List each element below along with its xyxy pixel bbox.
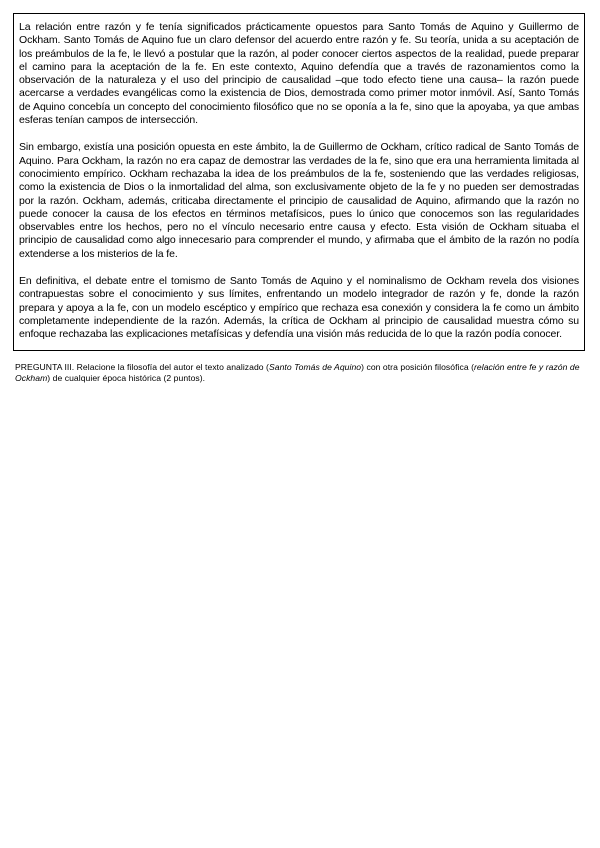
answer-box xyxy=(13,13,585,351)
answer-paragraph-3: En definitiva, el debate entre el tomismo de Santo Tomás de Aquino y el nominalismo de Ockham revela dos visiones contrapuestas sobre el conocimiento y sus límites, enfrentando un modelo integrador de razón y fe, donde la razón prepara y apoya a la fe, con un modelo escéptico y empírico que rechaza esa conexión y considera la fe como un ámbito completamente independiente de la razón. Además, la crítica de Ockham al principio de causalidad muestra cómo su enfoque rechazaba las explicaciones metafísicas y defendía una visión más reducida de lo que la razón podía conocer. xyxy=(19,275,579,341)
question-text-end: ) de cualquier época histórica (2 puntos). xyxy=(47,373,206,383)
answer-paragraph-2: Sin embargo, existía una posición opuesta en este ámbito, la de Guillermo de Ockham, crítico radical de Santo Tomás de Aquino. Para Ockham, la razón no era capaz de demostrar las verdades de la fe, sino que era una herramienta limitada al conocimiento empírico. Ockham rechazaba la idea de los preámbulos de la fe, sosteniendo que las verdades religiosas, como la existencia de Dios o la inmortalidad del alma, son exclusivamente objeto de la fe y no pueden ser demostradas por la razón. Ockham, además, criticaba directamente el principio de causalidad de Aquino, afirmando que la razón no puede conocer la causa de los efectos en términos metafísicos, pues lo único que conocemos son las regularidades observables entre los hechos, pero no el vínculo necesario entre causa y efecto. Esta visión de Ockham situaba el principio de causalidad como algo innecesario para comprender el mundo, y afirmaba que el ámbito de la razón no podía extenderse a los misterios de la fe. xyxy=(19,141,579,260)
question-prompt xyxy=(15,362,585,384)
question-text-middle: ) con otra posición filosófica ( xyxy=(361,362,475,372)
question-text-start: PREGUNTA III. Relacione la filosofía del autor el texto analizado ( xyxy=(15,362,269,372)
question-author: Santo Tomás de Aquino xyxy=(268,362,362,372)
question-topic: relación entre fe y razón de Ockham xyxy=(15,362,580,383)
answer-paragraph-1: La relación entre razón y fe tenía significados prácticamente opuestos para Santo Tomás de Aquino y Guillermo de Ockham. Santo Tomás de Aquino fue un claro defensor del acuerdo entre razón y fe. Su teoría, unida a su aceptación de los preámbulos de la fe, le llevó a postular que la razón, al poder conocer ciertos aspectos de la realidad, puede preparar el camino para la aceptación de la fe. En este contexto, Aquino defendía que a través de razonamientos como la observación de la naturaleza y el uso del principio de causalidad –que todo efecto tiene una causa– la razón puede acercarse a verdades evangélicas como la existencia de Dios, demostrada como primer motor inmóvil. Así, Santo Tomás de Aquino concebía un concepto del conocimiento filosófico que no se oponía a la fe, sino que la apoyaba, ya que ambas esferas tenían campos de intersección. xyxy=(19,21,579,127)
